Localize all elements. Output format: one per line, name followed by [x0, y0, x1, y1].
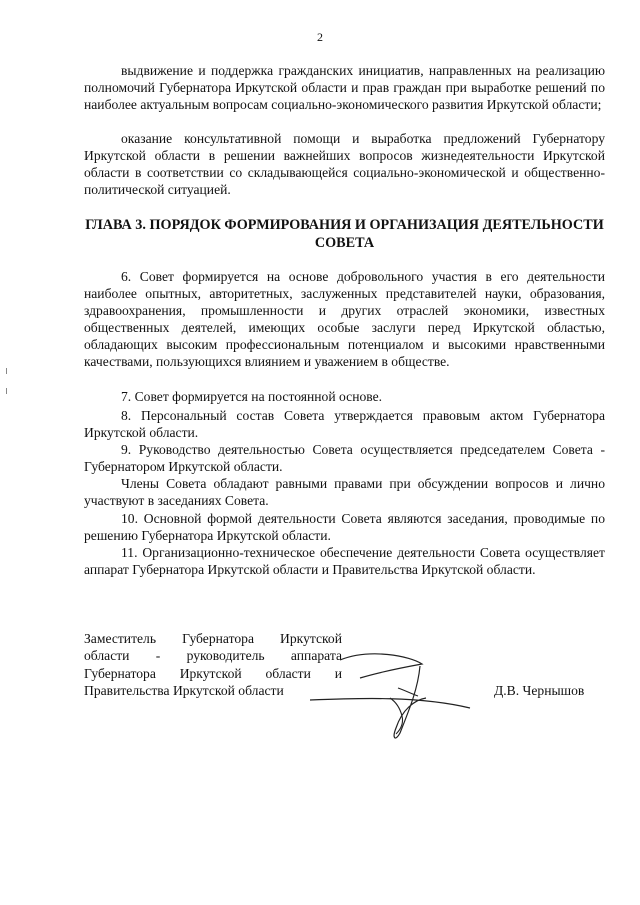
paragraph-10: 10. Основной формой деятельности Совета являются заседания, проводимые по решению Губернатора Иркутской области. [84, 511, 605, 543]
signatory-position-line: области - руководитель аппарата [84, 648, 342, 664]
paragraph-11: 11. Организационно-техническое обеспечение деятельности Совета осуществляет аппарат Губернатора Иркутской области и Правительства Иркутской области. [84, 545, 605, 577]
page-number: 2 [317, 30, 323, 44]
paragraph-6: 6. Совет формируется на основе добровольного участия в его деятельности наиболее опытных, авторитетных, заслуженных представителей науки, образования, здравоохранения, промышленности и других отраслей экономики, известных общественных деятелей, имеющих особые заслуги перед Иркутской областью, обладающих высоким профессиональным потенциалом и высокими нравственными качествами, пользующихся влиянием и уважением в обществе. [84, 269, 605, 369]
paragraph-7: 7. Совет формируется на постоянной основе. [121, 389, 383, 404]
paragraph-consultative-help: оказание консультативной помощи и выработка предложений Губернатору Иркутской области в решении важнейших вопросов жизнедеятельности Иркутской области в соответствии со складывающейся социально-экономической и общественно-политической ситуацией. [84, 131, 605, 197]
chapter-heading: ГЛАВА 3. ПОРЯДОК ФОРМИРОВАНИЯ И ОРГАНИЗАЦИЯ ДЕЯТЕЛЬНОСТИ СОВЕТА [85, 217, 604, 251]
signatory-position-line: Заместитель Губернатора Иркутской [84, 631, 342, 646]
signatory-position-line: Правительства Иркутской области [84, 682, 284, 698]
signatory-name: Д.В. Чернышов [494, 683, 585, 698]
paragraph-civic-initiatives: выдвижение и поддержка гражданских инициатив, направленных на реализацию полномочий Губернатора Иркутской области и прав граждан при выработке решений по наиболее актуальным вопросам социально-экономического развития Иркутской области; [84, 63, 605, 112]
paragraph-9: 9. Руководство деятельностью Совета осуществляется председателем Совета - Губернатором Иркутской области. [84, 442, 605, 474]
margin-mark [6, 388, 7, 394]
paragraph-8: 8. Персональный состав Совета утверждается правовым актом Губернатора Иркутской области. [84, 408, 605, 440]
signatory-position-line: Губернатора Иркутской области и [84, 665, 342, 681]
margin-mark [6, 368, 7, 374]
handwritten-signature [300, 638, 480, 748]
paragraph-members: Члены Совета обладают равными правами при обсуждении вопросов и лично участвуют в заседаниях Совета. [84, 476, 605, 508]
